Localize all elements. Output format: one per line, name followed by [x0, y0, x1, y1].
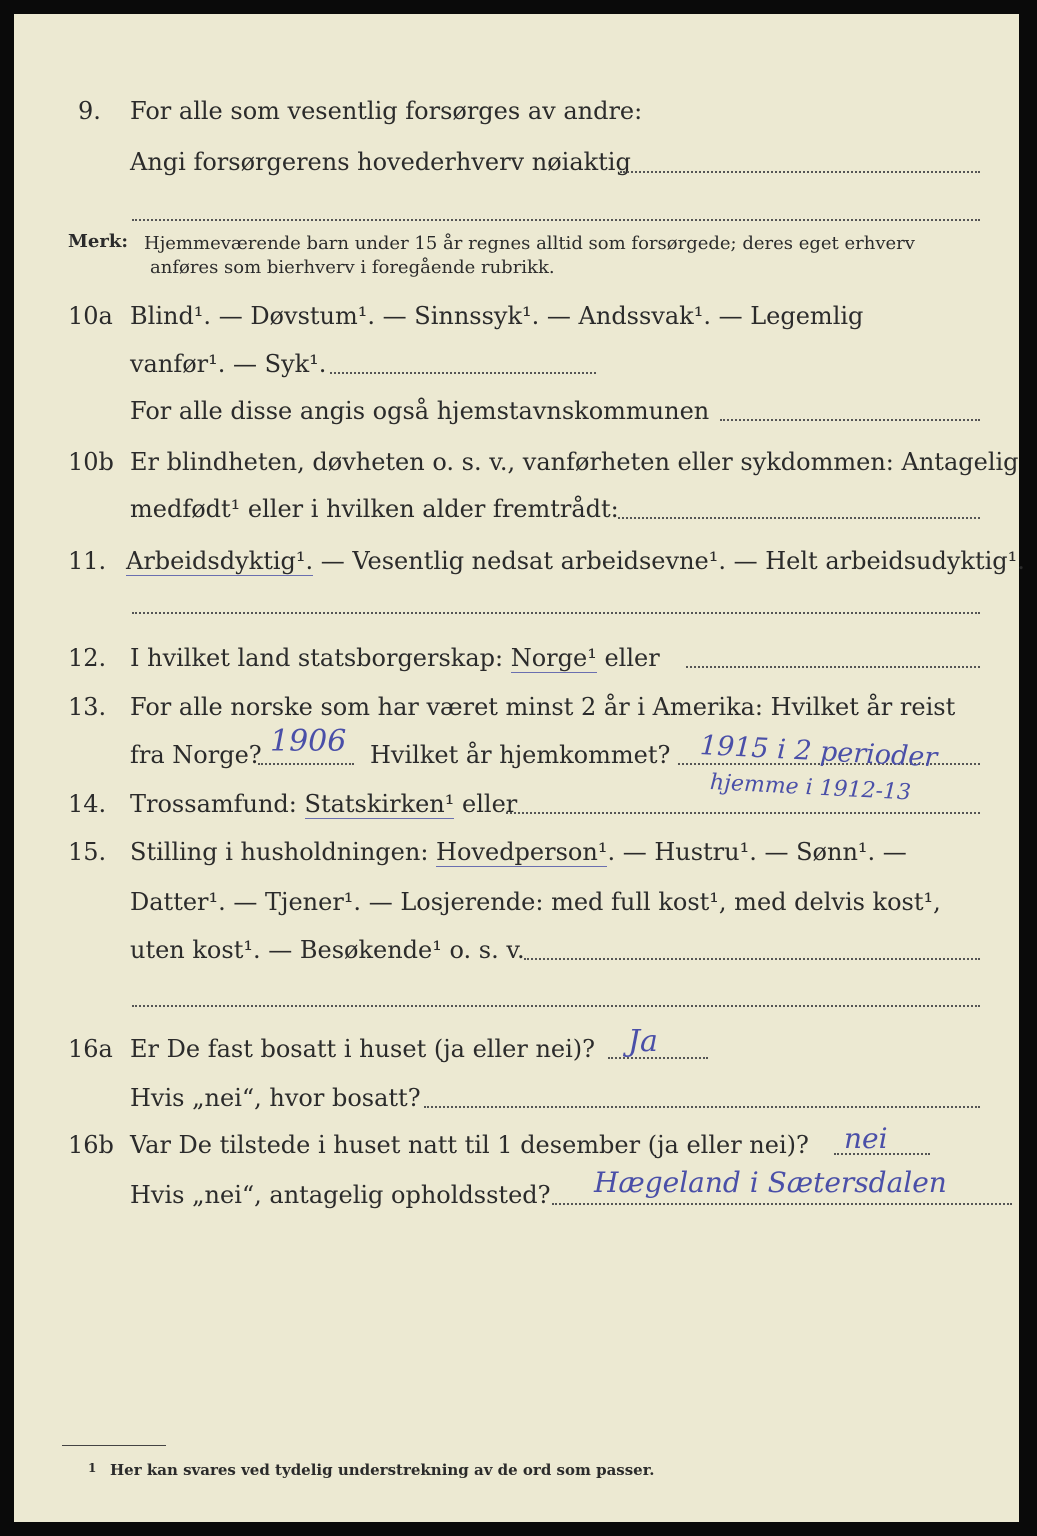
q15-selected-answer: Hovedperson¹	[436, 838, 608, 866]
q15-line2: Datter¹. — Tjener¹. — Losjerende: med full kost¹, med delvis kost¹,	[130, 888, 941, 916]
q11-extra-line	[132, 612, 980, 614]
q10b-answer-line	[618, 517, 980, 519]
q16a-number: 16a	[68, 1035, 113, 1063]
q15-post: . — Hustru¹. — Sønn¹. —	[607, 838, 907, 866]
q16b-line1: Var De tilstede i huset natt til 1 desember (ja eller nei)?	[130, 1131, 809, 1159]
q12-answer-line	[686, 666, 980, 668]
q9-line2: Angi forsørgerens hovederhverv nøiaktig	[130, 148, 631, 176]
q12-post: eller	[596, 644, 660, 672]
census-form-page	[14, 14, 1025, 1522]
q9-answer-line	[620, 171, 980, 173]
q10a-line1: Blind¹. — Døvstum¹. — Sinnssyk¹. — Andssvak¹. — Legemlig	[130, 302, 864, 330]
q12-line	[130, 644, 660, 672]
q16a-answer: Ja	[628, 1024, 658, 1059]
footnote-text: Her kan svares ved tydelig understrekning av de ord som passer.	[110, 1461, 655, 1479]
q12-selected-answer: Norge¹	[510, 644, 597, 672]
q16b-answer-place: Hægeland i Sætersdalen	[594, 1166, 947, 1199]
footnote-mark: 1	[88, 1461, 97, 1475]
q15-line3: uten kost¹. — Besøkende¹ o. s. v.	[130, 936, 525, 964]
q16b-line2: Hvis „nei“, antagelig opholdssted?	[130, 1181, 551, 1209]
q10a-answer-line	[330, 372, 596, 374]
q11-number: 11.	[68, 547, 107, 575]
q16a-bosatt-line	[424, 1106, 980, 1108]
q13-answer-return: 1915 i 2 perioder	[699, 730, 939, 774]
q11-line	[126, 547, 1025, 575]
q9-extra-line	[132, 219, 980, 221]
q10a-number: 10a	[68, 302, 113, 330]
q16b-place-line	[552, 1203, 1012, 1205]
q15-pre: Stilling i husholdningen:	[130, 838, 437, 866]
q16b-number: 16b	[68, 1131, 114, 1159]
q10b-line2: medfødt¹ eller i hvilken alder fremtrådt:	[130, 495, 619, 523]
q10b-line1: Er blindheten, døvheten o. s. v., vanførheten eller sykdommen: Antagelig	[130, 448, 1019, 476]
q15-line1	[130, 838, 907, 866]
q10b-number: 10b	[68, 448, 114, 476]
q14-pre: Trossamfund:	[130, 790, 305, 818]
q16a-line2: Hvis „nei“, hvor bosatt?	[130, 1084, 421, 1112]
q16a-answer-line	[608, 1057, 708, 1059]
q14-number: 14.	[68, 790, 107, 818]
q14-line	[130, 790, 517, 818]
q13-answer-return-note: hjemme i 1912-13	[709, 770, 912, 806]
merk-label: Merk:	[68, 231, 128, 252]
q16a-line1: Er De fast bosatt i huset (ja eller nei)?	[130, 1035, 596, 1063]
q13-answer-year: 1906	[270, 724, 347, 759]
q14-selected-answer: Statskirken¹	[304, 790, 455, 818]
q13-line2b: Hvilket år hjemkommet?	[370, 741, 671, 769]
q13-line2a: fra Norge?	[130, 741, 262, 769]
q12-number: 12.	[68, 644, 107, 672]
q15-answer-line	[524, 958, 980, 960]
q10a-line2: vanfør¹. — Syk¹.	[130, 350, 327, 378]
footnote-rule	[62, 1445, 166, 1446]
q11-selected-answer: Arbeidsdyktig¹.	[126, 547, 314, 575]
merk-line2: anføres som bierhverv i foregående rubrikk.	[150, 257, 555, 278]
q10a-kommune-line	[720, 419, 980, 421]
q16b-answer: nei	[844, 1122, 888, 1155]
q11-rest: — Vesentlig nedsat arbeidsevne¹. — Helt arbeidsudyktig¹.	[313, 547, 1025, 575]
q14-answer-line	[506, 812, 980, 814]
q14-post: eller	[454, 790, 518, 818]
q12-pre: I hvilket land statsborgerskap:	[130, 644, 511, 672]
merk-line1: Hjemmeværende barn under 15 år regnes alltid som forsørgede; deres eget erhverv	[144, 233, 915, 254]
q9-number: 9.	[78, 97, 101, 125]
q13-line1: For alle norske som har været minst 2 år i Amerika: Hvilket år reist	[130, 693, 956, 721]
q13-year-line	[258, 763, 354, 765]
q15-extra-line	[132, 1005, 980, 1007]
q9-line1: For alle som vesentlig forsørges av andre:	[130, 97, 643, 125]
q13-number: 13.	[68, 693, 107, 721]
q10a-line3: For alle disse angis også hjemstavnskommunen	[130, 397, 710, 425]
q15-number: 15.	[68, 838, 107, 866]
